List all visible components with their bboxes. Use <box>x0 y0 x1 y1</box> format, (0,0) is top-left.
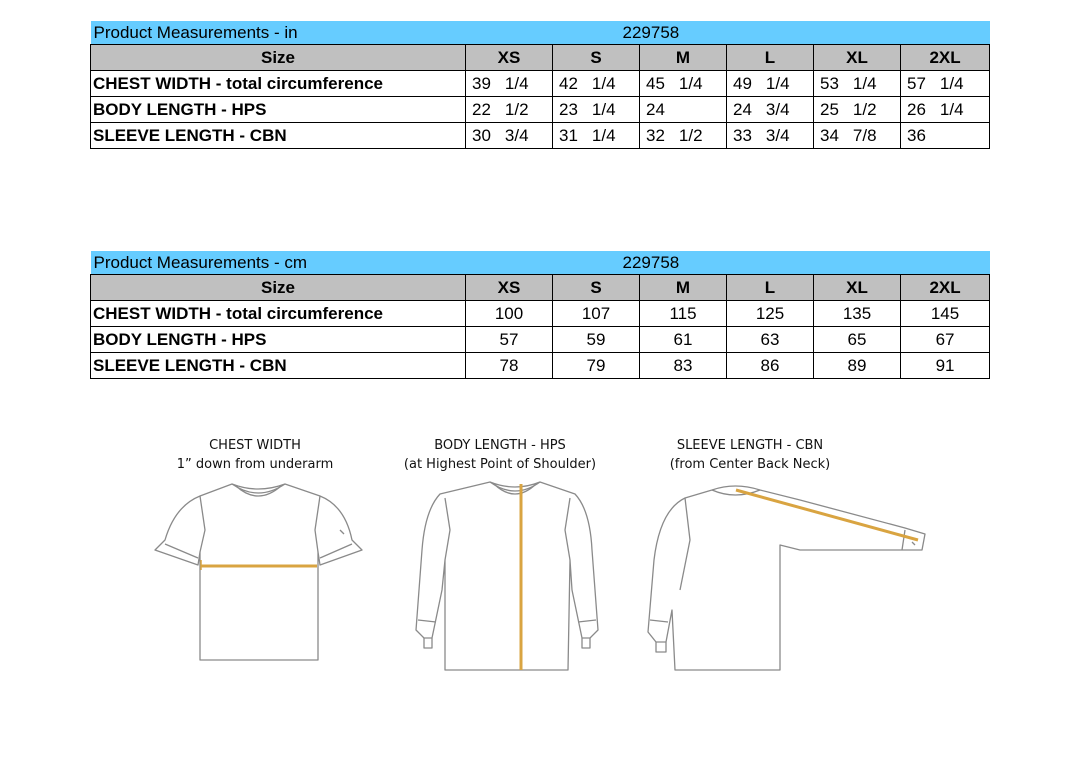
size-header-s: S <box>553 275 640 301</box>
cell-s: 59 <box>553 327 640 353</box>
whole-value: 30 <box>472 125 491 145</box>
size-header-s: S <box>553 45 640 71</box>
body-caption-subtitle: (at Highest Point of Shoulder) <box>403 457 597 472</box>
whole-value: 33 <box>733 125 752 145</box>
whole-value: 53 <box>820 73 839 93</box>
whole-value: 34 <box>820 125 839 145</box>
table-title-row <box>91 21 990 45</box>
row-sleeve-length <box>91 123 990 149</box>
measurements-table-inches <box>90 21 990 149</box>
sleeve-caption <box>640 436 860 474</box>
cell-s: 107 <box>553 301 640 327</box>
fraction-value: 1/4 <box>939 99 964 119</box>
cell-2xl <box>901 97 990 123</box>
cell-l: 63 <box>727 327 814 353</box>
cell-2xl: 145 <box>901 301 990 327</box>
whole-value: 39 <box>472 73 491 93</box>
cell-xs: 100 <box>466 301 553 327</box>
fraction-value: 1/4 <box>591 99 616 119</box>
longsleeve-sleeve-diagram <box>648 486 925 670</box>
whole-value: 36 <box>907 125 926 145</box>
row-label: BODY LENGTH - HPS <box>91 327 466 353</box>
cell-2xl: 91 <box>901 353 990 379</box>
whole-value: 42 <box>559 73 578 93</box>
fraction-value: 1/4 <box>504 73 529 93</box>
size-header-xl: XL <box>814 45 901 71</box>
cell-xs: 57 <box>466 327 553 353</box>
cell-xl: 135 <box>814 301 901 327</box>
cell-xl: 65 <box>814 327 901 353</box>
fraction-value: 1/4 <box>591 73 616 93</box>
size-header-xs: XS <box>466 275 553 301</box>
whole-value: 25 <box>820 99 839 119</box>
longsleeve-body-diagram <box>416 482 598 670</box>
chest-caption-subtitle: 1” down from underarm <box>176 457 334 472</box>
cell-m: 83 <box>640 353 727 379</box>
product-code: 229758 <box>466 21 990 45</box>
cell-xl <box>814 71 901 97</box>
size-header-xs: XS <box>466 45 553 71</box>
whole-value: 24 <box>646 99 665 119</box>
cell-s: 79 <box>553 353 640 379</box>
fraction-value: 1/2 <box>504 99 529 119</box>
cell-m <box>640 71 727 97</box>
fraction-value: 3/4 <box>765 125 790 145</box>
size-header-2xl: 2XL <box>901 45 990 71</box>
row-chest-width <box>91 301 990 327</box>
size-header-l: L <box>727 275 814 301</box>
whole-value: 22 <box>472 99 491 119</box>
chest-caption-title: CHEST WIDTH <box>209 438 301 453</box>
cell-m <box>640 97 727 123</box>
row-chest-width <box>91 71 990 97</box>
cell-s <box>553 71 640 97</box>
whole-value: 49 <box>733 73 752 93</box>
fraction-value: 1/4 <box>852 73 877 93</box>
size-header-2xl: 2XL <box>901 275 990 301</box>
cell-m <box>640 123 727 149</box>
tshirt-chest-diagram <box>155 484 362 660</box>
row-sleeve-length <box>91 353 990 379</box>
sleeve-caption-title: SLEEVE LENGTH - CBN <box>676 438 824 453</box>
cell-xs: 78 <box>466 353 553 379</box>
whole-value: 57 <box>907 73 926 93</box>
cell-xs <box>466 123 553 149</box>
row-body-length <box>91 97 990 123</box>
fraction-value: 1/4 <box>939 73 964 93</box>
body-caption-title: BODY LENGTH - HPS <box>434 438 566 453</box>
cell-l: 125 <box>727 301 814 327</box>
whole-value: 31 <box>559 125 578 145</box>
size-header-m: M <box>640 275 727 301</box>
whole-value: 24 <box>733 99 752 119</box>
cell-2xl <box>901 123 990 149</box>
cell-l: 86 <box>727 353 814 379</box>
table-title: Product Measurements - in <box>91 21 466 45</box>
garment-diagrams <box>0 470 1080 690</box>
table-header-row <box>91 275 990 301</box>
cell-l <box>727 97 814 123</box>
size-header: Size <box>91 45 466 71</box>
whole-value: 23 <box>559 99 578 119</box>
fraction-value: 1/2 <box>852 99 877 119</box>
row-label: SLEEVE LENGTH - CBN <box>91 123 466 149</box>
cell-s <box>553 97 640 123</box>
table-header-row <box>91 45 990 71</box>
measurements-table-cm <box>90 251 990 379</box>
table-title-row <box>91 251 990 275</box>
body-caption <box>380 436 620 474</box>
cell-l <box>727 71 814 97</box>
whole-value: 32 <box>646 125 665 145</box>
fraction-value: 7/8 <box>852 125 877 145</box>
row-label: BODY LENGTH - HPS <box>91 97 466 123</box>
size-header-l: L <box>727 45 814 71</box>
cell-xs <box>466 71 553 97</box>
cell-2xl <box>901 71 990 97</box>
cell-l <box>727 123 814 149</box>
row-body-length <box>91 327 990 353</box>
row-label: CHEST WIDTH - total circumference <box>91 71 466 97</box>
fraction-value: 3/4 <box>504 125 529 145</box>
fraction-value: 3/4 <box>765 99 790 119</box>
product-code: 229758 <box>466 251 990 275</box>
size-header-xl: XL <box>814 275 901 301</box>
cell-xs <box>466 97 553 123</box>
row-label: CHEST WIDTH - total circumference <box>91 301 466 327</box>
fraction-value: 1/4 <box>591 125 616 145</box>
size-header-m: M <box>640 45 727 71</box>
table-title: Product Measurements - cm <box>91 251 466 275</box>
cell-xl <box>814 123 901 149</box>
chest-caption <box>150 436 360 474</box>
fraction-value: 1/4 <box>765 73 790 93</box>
fraction-value: 1/4 <box>678 73 703 93</box>
row-label: SLEEVE LENGTH - CBN <box>91 353 466 379</box>
cell-xl: 89 <box>814 353 901 379</box>
whole-value: 45 <box>646 73 665 93</box>
cell-m: 115 <box>640 301 727 327</box>
cell-2xl: 67 <box>901 327 990 353</box>
cell-s <box>553 123 640 149</box>
fraction-value: 1/2 <box>678 125 703 145</box>
whole-value: 26 <box>907 99 926 119</box>
sleeve-caption-subtitle: (from Center Back Neck) <box>669 457 831 472</box>
cell-xl <box>814 97 901 123</box>
size-header: Size <box>91 275 466 301</box>
cell-m: 61 <box>640 327 727 353</box>
